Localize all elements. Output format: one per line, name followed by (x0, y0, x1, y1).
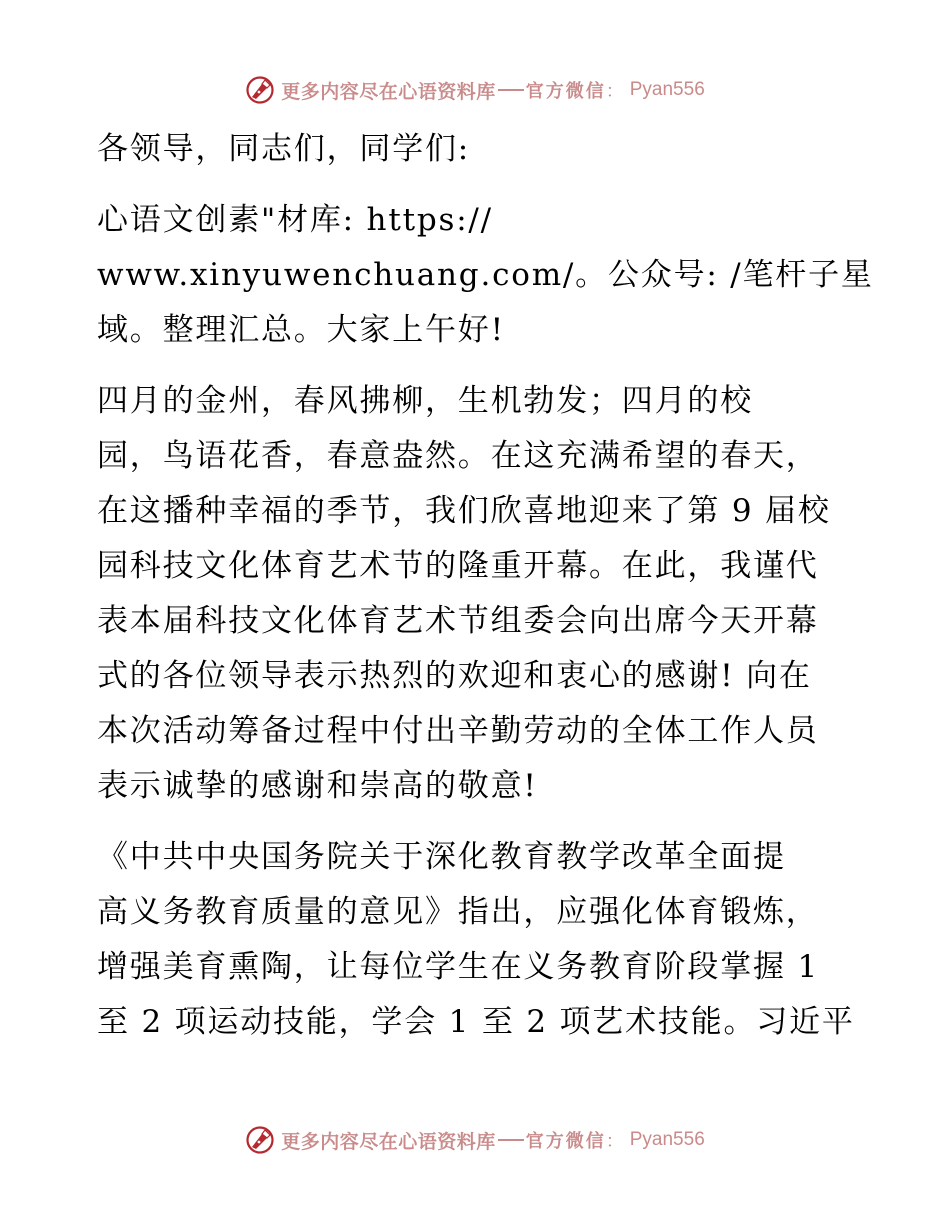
paragraph-line: 域。整理汇总。大家上午好! (97, 312, 505, 348)
banner-wechat-label: 官方微信 (525, 1131, 606, 1152)
paragraph-line: 在这播种幸福的季节，我们欣喜地迎来了第 9 届校 (97, 493, 831, 529)
pen-nib-logo-icon (245, 75, 275, 105)
paragraph-line: 园科技文化体育艺术节的隆重开幕。在此，我谨代 (97, 548, 819, 584)
paragraph-line: 心语文创素"材库: https:// (97, 202, 493, 238)
banner-wechat-label: 官方微信 (525, 81, 606, 102)
paragraph-line: 四月的金州，春风拂柳，生机勃发；四月的校 (97, 383, 753, 419)
greeting-line: 各领导，同志们，同学们: (97, 131, 471, 167)
paragraph-line: www.xinyuwenchuang.com/。公众号: /笔杆子星 (97, 257, 874, 293)
paragraph-line: 至 2 项运动技能，学会 1 至 2 项艺术技能。习近平 (97, 1004, 855, 1040)
banner-dash (498, 1139, 524, 1141)
footer-watermark-banner (0, 1120, 950, 1160)
header-watermark-banner (0, 70, 950, 110)
pen-nib-logo-icon (245, 1125, 275, 1155)
paragraph-line: 本次活动筹备过程中付出辛勤劳动的全体工作人员 (97, 713, 819, 749)
paragraph-line: 式的各位领导表示热烈的欢迎和衷心的感谢! 向在 (97, 658, 812, 694)
banner-wechat-id: Pyan556 (629, 1129, 705, 1150)
banner-title: 更多内容尽在心语资料库 (281, 80, 496, 103)
paragraph-3 (97, 830, 867, 1050)
document-body (97, 122, 874, 1066)
paragraph-1 (97, 193, 874, 358)
paragraph-line: 表示诚挚的感谢和崇高的敬意! (97, 768, 538, 804)
paragraph-line: 增强美育熏陶，让每位学生在义务教育阶段掌握 1 (97, 949, 819, 985)
banner-colon: ： (605, 81, 624, 102)
paragraph-line: 《中共中央国务院关于深化教育教学改革全面提 (97, 839, 786, 875)
paragraph-line: 表本届科技文化体育艺术节组委会向出席今天开幕 (97, 603, 819, 639)
banner-title: 更多内容尽在心语资料库 (281, 1130, 496, 1153)
banner-dash (498, 89, 524, 91)
paragraph-line: 园，鸟语花香，春意盎然。在这充满希望的春天， (97, 438, 819, 474)
greeting (97, 122, 867, 177)
paragraph-line: 高义务教育质量的意见》指出，应强化体育锻炼， (97, 894, 819, 930)
banner-wechat-id: Pyan556 (629, 79, 705, 100)
banner-colon: ： (605, 1131, 624, 1152)
paragraph-2 (97, 374, 867, 814)
